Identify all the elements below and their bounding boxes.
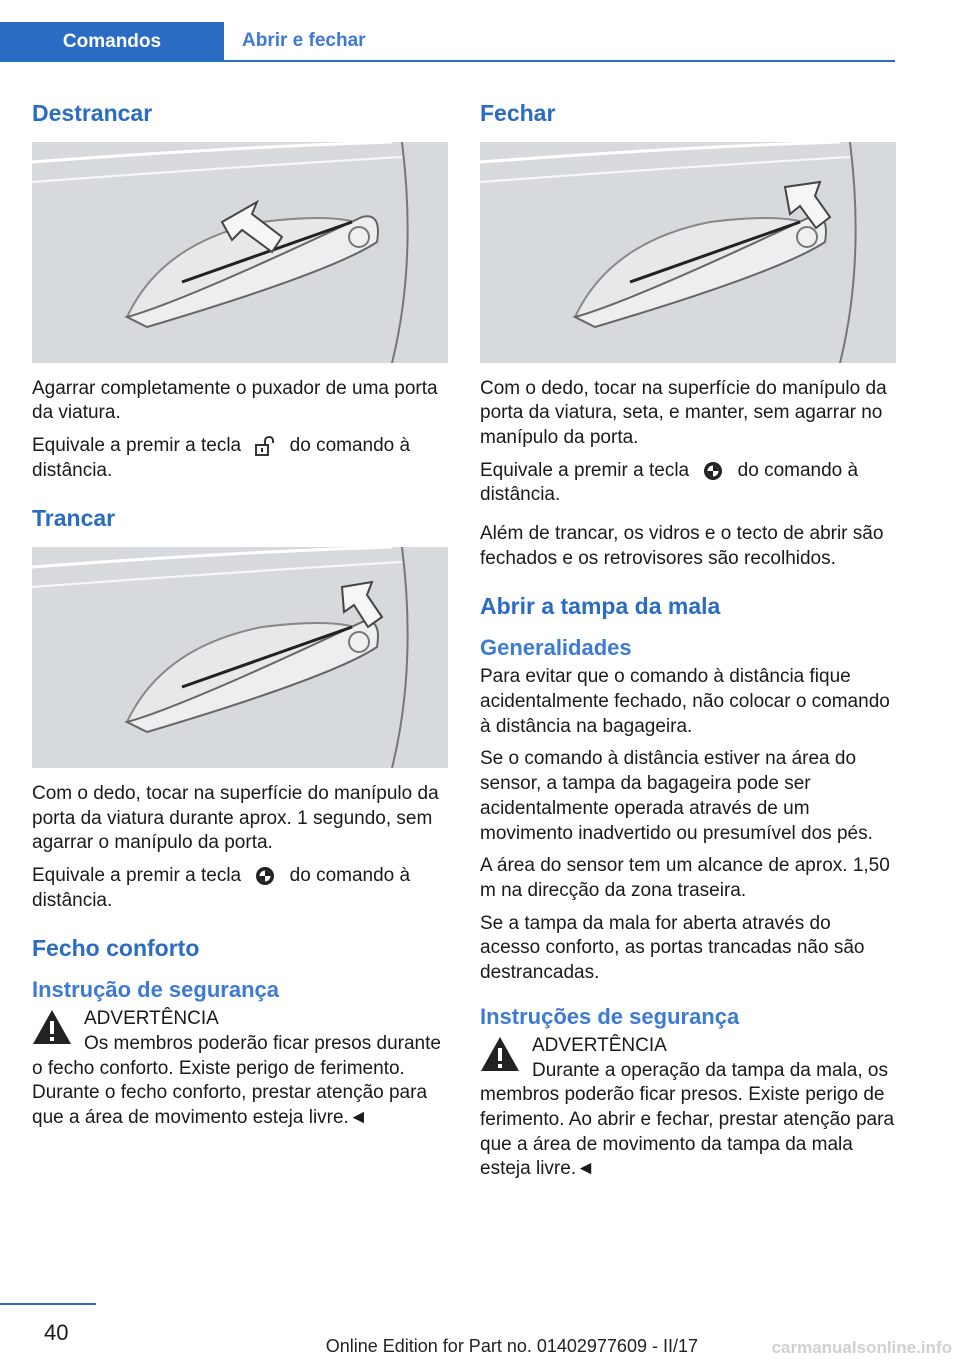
section-fecho-conforto xyxy=(32,935,448,1130)
unlock-icon xyxy=(254,436,276,456)
generalidades-text-3: A área do sensor tem um alcance de aprox. 1,50 m na direcção da zona traseira. xyxy=(480,855,890,901)
heading-fechar: Fechar xyxy=(480,100,556,126)
warning-triangle-icon xyxy=(480,1036,520,1072)
heading-destrancar: Destrancar xyxy=(32,100,153,126)
door-handle-unlock-illustration xyxy=(32,142,448,363)
heading-fecho-conforto: Fecho conforto xyxy=(32,935,200,962)
generalidades-text-2: Se o comando à distância estiver na área do sensor, a tampa da bagageira pode ser acidentalmente operada através de um movimento inadvertido ou presumível dos pés. xyxy=(480,748,873,844)
warning-triangle-icon xyxy=(32,1009,72,1045)
warning-title: ADVERTÊNCIA xyxy=(532,1035,667,1057)
section-instrucoes-seguranca xyxy=(480,1004,896,1183)
generalidades-text-1: Para evitar que o comando à distância fique acidentalmente fechado, não colocar o comando à distância na bagageira. xyxy=(480,666,890,737)
subheading-generalidades: Generalidades xyxy=(480,635,632,660)
trancar-text-1: Com o dedo, tocar na superfície do manípulo da porta da viatura durante aprox. 1 segundo, sem agarrar o manípulo da porta. xyxy=(32,782,439,854)
heading-trancar: Trancar xyxy=(32,505,116,532)
edition-text: Online Edition for Part no. 01402977609 - II/17 xyxy=(325,1336,698,1356)
section-fechar xyxy=(480,100,896,571)
footer-rule xyxy=(0,1303,96,1305)
fechar-text-1: Com o dedo, tocar na superfície do manípulo da porta da viatura, seta, e manter, sem agarrar no manípulo da porta. xyxy=(480,377,887,448)
generalidades-text-4: Se a tampa da mala for aberta através do acesso conforto, as portas trancadas não são destrancadas. xyxy=(480,912,865,983)
destrancar-text-2: Equivale a premir a tecla do comando à distância. xyxy=(32,434,411,481)
heading-abrir-tampa-mala: Abrir a tampa da mala xyxy=(480,593,721,620)
warning-text: Durante a operação da tampa da mala, os membros poderão ficar presos. Existe perigo de ferimento. Ao abrir e fechar, prestar atenção para que a área de movimento da tampa da mala esteja livre.◄ xyxy=(480,1059,895,1180)
warning-title: ADVERTÊNCIA xyxy=(84,1008,219,1030)
section-abrir-tampa-mala xyxy=(480,593,896,985)
bmw-logo-icon xyxy=(254,866,276,886)
warning-block xyxy=(32,1007,448,1130)
warning-block xyxy=(480,1034,896,1182)
section-destrancar xyxy=(32,100,448,483)
trancar-text-2: Equivale a premir a tecla do comando à distância. xyxy=(32,865,411,911)
header-tabs xyxy=(0,22,895,62)
section-trancar xyxy=(32,505,448,913)
destrancar-text-1: Agarrar completamente o puxador de uma porta da viatura. xyxy=(32,377,438,424)
fechar-text-3: Além de trancar, os vidros e o tecto de abrir são fechados e os retrovisores são recolhidos. xyxy=(480,523,884,569)
right-column xyxy=(480,100,896,1190)
door-handle-lock-illustration xyxy=(32,547,448,768)
fechar-text-2: Equivale a premir a tecla do comando à distância. xyxy=(480,459,859,506)
subheading-instrucoes-seguranca: Instruções de segurança xyxy=(480,1003,740,1029)
warning-text: Os membros poderão ficar presos durante o fecho conforto. Existe perigo de ferimento. Durante o fecho conforto, prestar atenção para que a área de movimento esteja livre.◄ xyxy=(32,1033,441,1129)
subheading-instrucao-seguranca: Instrução de segurança xyxy=(32,976,279,1002)
page-number: 40 xyxy=(44,1320,69,1345)
left-column xyxy=(32,100,448,1139)
tab-abrir-e-fechar[interactable]: Abrir e fechar xyxy=(224,22,895,62)
tab-comandos[interactable]: Comandos xyxy=(0,22,224,62)
bmw-logo-icon xyxy=(702,461,724,481)
watermark: carmanualsonline.info xyxy=(771,1338,952,1357)
door-handle-close-illustration xyxy=(480,142,896,363)
